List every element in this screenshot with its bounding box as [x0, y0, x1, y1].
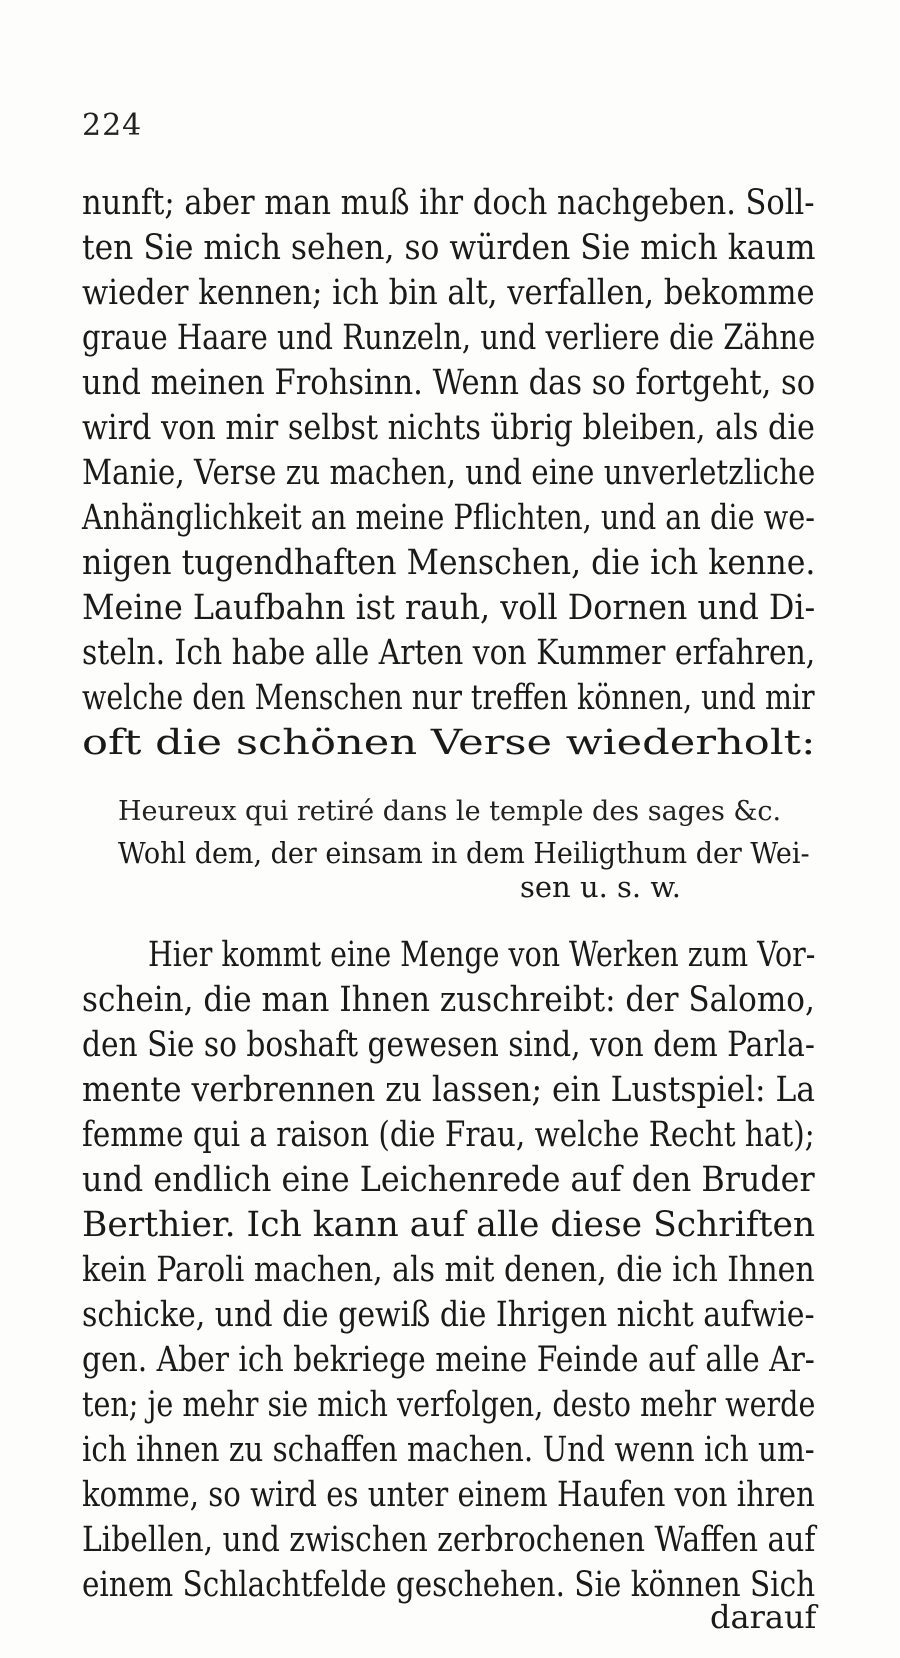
text-line: oft die schönen Verse wiederholt: — [82, 723, 816, 763]
text-line: Berthier. Ich kann auf alle diese Schriften — [82, 1205, 816, 1245]
poem-german-line: Wohl dem, der einsam in dem Heiligthum der Wei- — [118, 836, 810, 870]
text-line: graue Haare und Runzeln, und verliere die Zähne — [82, 318, 816, 358]
text-line: welche den Menschen nur treffen können, und mir — [82, 678, 815, 718]
text-line: gen. Aber ich bekriege meine Feinde auf alle Ar- — [82, 1340, 815, 1380]
text-line: wird von mir selbst nichts übrig bleiben, als die — [82, 408, 815, 448]
text-line: Hier kommt eine Menge von Werken zum Vor- — [148, 935, 816, 975]
text-line: nunft; aber man muß ihr doch nachgeben. Soll- — [82, 183, 815, 223]
text-line: und endlich eine Leichenrede auf den Bruder — [82, 1160, 815, 1200]
text-line: komme, so wird es unter einem Haufen von ihren — [82, 1475, 815, 1515]
page-number: 224 — [82, 108, 143, 143]
text-line: Meine Laufbahn ist rauh, voll Dornen und Di- — [82, 588, 816, 628]
text-line: kein Paroli machen, als mit denen, die ich Ihnen — [82, 1250, 815, 1290]
text-line: schicke, und die gewiß die Ihrigen nicht aufwie- — [82, 1295, 815, 1335]
catchword: darauf — [710, 1598, 817, 1636]
text-line: einem Schlachtfelde geschehen. Sie können Sich — [82, 1565, 816, 1605]
text-line: Manie, Verse zu machen, und eine unverletzliche — [82, 453, 816, 493]
text-line: Anhänglichkeit an meine Pflichten, und an die we- — [82, 498, 815, 538]
text-line: ten; je mehr sie mich verfolgen, desto mehr werde — [82, 1385, 816, 1425]
text-line: ten Sie mich sehen, so würden Sie mich kaum — [82, 228, 816, 268]
text-line: wieder kennen; ich bin alt, verfallen, bekomme — [82, 273, 815, 313]
poem-french-line: Heureux qui retiré dans le temple des sages &c. — [118, 796, 782, 827]
text-line: Libellen, und zwischen zerbrochenen Waffen auf — [82, 1520, 816, 1560]
text-line: den Sie so boshaft gewesen sind, von dem Parla- — [82, 1025, 815, 1065]
text-line: steln. Ich habe alle Arten von Kummer erfahren, — [82, 633, 816, 673]
text-line: und meinen Frohsinn. Wenn das so fortgeht, so — [82, 363, 816, 403]
text-line: femme qui a raison (die Frau, welche Recht hat); — [82, 1115, 815, 1155]
poem-german-continuation: sen u. s. w. — [520, 870, 681, 904]
text-line: schein, die man Ihnen zuschreibt: der Salomo, — [82, 980, 815, 1020]
text-line: ich ihnen zu schaffen machen. Und wenn ich um- — [82, 1430, 815, 1470]
text-line: mente verbrennen zu lassen; ein Lustspiel: La — [82, 1070, 816, 1110]
text-line: nigen tugendhaften Menschen, die ich kenne. — [82, 543, 816, 583]
